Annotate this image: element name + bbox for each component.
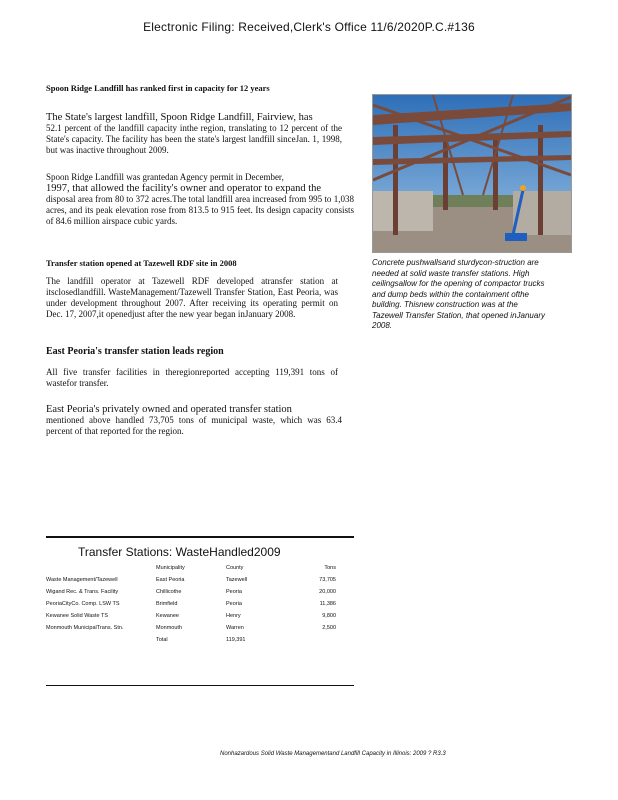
station-county: Peoria <box>226 589 242 595</box>
table-row <box>46 586 336 598</box>
table-total-row <box>46 634 336 646</box>
station-tons: 2,500 <box>322 625 336 631</box>
header-name <box>46 565 156 574</box>
transfer-station-construction-image <box>373 95 571 252</box>
station-county: Peoria <box>226 601 242 607</box>
table-row <box>46 574 336 586</box>
east-peoria-paragraph-1: All five transfer facilities in theregionreported accepting 119,391 tons of wastefor transfer. <box>46 367 338 388</box>
total-spacer <box>46 634 156 646</box>
total-label: Total <box>156 637 168 643</box>
filing-header: Electronic Filing: Received,Clerk's Office 11/6/2020P.C.#136 <box>143 20 475 34</box>
paragraph-text: disposal area from 80 to 372 acres.The total landfill area increased from 995 to 1,038 acres, and its peak elevation rose from 813.5 to 915 feet. Its design capacity consists of 84.6 million airspace cubic yards. <box>46 194 354 226</box>
paragraph-lead: 1997, that allowed the facility's owner and operator to expand the <box>46 183 322 194</box>
spoon-ridge-paragraph-1 <box>46 112 342 156</box>
header-municipality: Municipality <box>156 565 185 571</box>
total-spacer-2 <box>286 634 336 646</box>
header-tons: Tons <box>324 565 336 571</box>
construction-photo <box>372 94 572 253</box>
table-header-row <box>46 565 336 574</box>
table-title: Transfer Stations: WasteHandled2009 <box>78 545 281 559</box>
station-tons: 73,705 <box>319 577 336 583</box>
table-row <box>46 598 336 610</box>
station-name: Kewanee Solid Waste TS <box>46 613 109 619</box>
station-municipality: Brimfield <box>156 601 178 607</box>
paragraph-text: 52.1 percent of the landfill capacity inthe region, translating to 12 percent of the State's capacity. The facility has been the state's largest landfill sinceJan. 1, 1998, but was inactive throughout 2009. <box>46 123 342 155</box>
station-tons: 11,386 <box>319 601 336 607</box>
station-county: Tazewell <box>226 577 248 583</box>
station-name: Waste Management/Tazewell <box>46 577 118 583</box>
station-municipality: Chillicothe <box>156 589 182 595</box>
station-name: PeoriaCityCo. Comp. LSW TS <box>46 601 120 607</box>
station-county: Warren <box>226 625 244 631</box>
station-name: Monmouth MunicipalTrans. Stn. <box>46 625 124 631</box>
transfer-station-paragraph: The landfill operator at Tazewell RDF developed atransfer station at itsclosedlandfill. WasteManagement/Tazewell Transfer Station, East Peoria, was under development throughout 2007. After receiving its operating permit on Dec. 17, 2007,it openedjust after the new year began inJanuary 2008. <box>46 276 338 319</box>
station-tons: 9,800 <box>322 613 336 619</box>
paragraph-lead: East Peoria's privately owned and operated transfer station <box>46 404 292 415</box>
station-municipality: Kewanee <box>156 613 179 619</box>
header-county: County <box>226 565 244 571</box>
station-municipality: East Peoria <box>156 577 185 583</box>
east-peoria-paragraph-2 <box>46 404 342 437</box>
paragraph-lead: The State's largest landfill, Spoon Ridge Landfill, Fairview, has <box>46 112 313 123</box>
table-row <box>46 610 336 622</box>
transfer-stations-table <box>46 565 336 646</box>
section-heading-transfer-station: Transfer station opened at Tazewell RDF site in 2008 <box>46 258 237 268</box>
paragraph-text: Spoon Ridge Landfill was grantedan Agency permit in December, <box>46 172 284 182</box>
photo-caption: Concrete pushwallsand sturdycon-struction are needed at solid waste transfer stations. High ceilingsallow for the opening of compactor trucks and dump beds within the containment ofthe building. Thisnew construction was at the Tazewell Transfer Station, that opened inJanuary 2008. <box>372 258 545 330</box>
spoon-ridge-paragraph-2 <box>46 172 354 227</box>
section-heading-spoon-ridge: Spoon Ridge Landfill has ranked first in capacity for 12 years <box>46 83 270 93</box>
station-tons: 20,000 <box>319 589 336 595</box>
station-municipality: Monmouth <box>156 625 182 631</box>
table-row <box>46 622 336 634</box>
section-heading-east-peoria: East Peoria's transfer station leads region <box>46 346 224 357</box>
table-bottom-rule <box>46 685 354 686</box>
total-value: 119,391 <box>226 637 246 643</box>
paragraph-text: mentioned above handled 73,705 tons of municipal waste, which was 63.4 percent of that reported for the region. <box>46 415 342 436</box>
station-county: Henry <box>226 613 241 619</box>
station-name: Wigand Rec. & Trans. Facility <box>46 589 119 595</box>
page-footer: Nonhazardous Solid Waste Managementand Landfill Capacity in Illinois: 2009 ? R3.3 <box>220 751 446 757</box>
table-top-rule <box>46 536 354 538</box>
